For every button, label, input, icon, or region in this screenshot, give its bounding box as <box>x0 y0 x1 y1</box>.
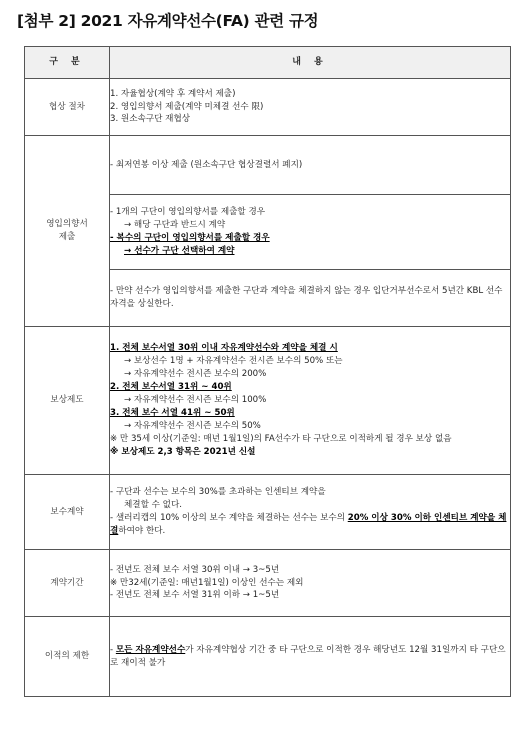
intent-single-club-result: → 해당 구단과 반드시 계약 <box>124 220 226 231</box>
label-intent <box>25 136 110 327</box>
row-negotiation <box>25 79 511 136</box>
row-transfer <box>25 617 511 697</box>
row-term <box>25 550 511 617</box>
intent-multiple-clubs: - 복수의 구단이 영입의향서를 제출할 경우 <box>110 233 270 243</box>
salary-cap-rule <box>110 512 510 538</box>
compensation-age-note: ※ 만 35세 이상(기준일: 매년 1월1일)의 FA선수가 타 구단으로 이적하게 될 경우 보상 없음 <box>110 433 452 444</box>
content-compensation <box>110 327 511 475</box>
negotiation-item: 3. 원소속구단 재협상 <box>110 114 191 125</box>
term-age-exception: ※ 만32세(기준일: 매년1월1일) 이상인 선수는 제외 <box>110 577 304 588</box>
label-negotiation: 협상 절차 <box>25 79 110 136</box>
row-compensation <box>25 327 511 475</box>
header-category: 구 분 <box>25 47 110 79</box>
content-transfer <box>110 617 511 697</box>
label-transfer: 이적의 제한 <box>25 617 110 697</box>
label-salary: 보수계약 <box>25 475 110 550</box>
header-content: 내 용 <box>110 47 511 79</box>
compensation-new-note: ※ 보상제도 2,3 항목은 2021년 신설 <box>110 446 256 457</box>
transfer-restriction <box>110 644 510 670</box>
intent-minimum-salary: - 최저연봉 이상 제출 (원소속구단 협상결렬서 폐지) <box>110 159 303 170</box>
compensation-rule-3: 3. 전체 보수 서열 41위 ~ 50위 <box>110 407 235 418</box>
content-salary <box>110 475 511 550</box>
salary-incentive-limit-cont: 체결할 수 없다. <box>124 500 183 511</box>
transfer-restriction-bold: 모든 자유계약선수 <box>115 644 186 655</box>
salary-cap-rule-end: 하여야 한다. <box>118 525 166 536</box>
salary-cap-rule-bold: 20% 이상 30% 이하 인센티브 계약을 체결 <box>110 513 507 536</box>
transfer-restriction-text: 가 자유계약협상 기간 중 타 구단으로 이적한 경우 해당년도 12월 31일까지 타 구단으로 재이적 불가 <box>110 644 506 668</box>
table-header-row <box>25 47 511 79</box>
salary-cap-rule-text: - 샐러리캡의 10% 이상의 보수 계약을 체결하는 선수는 보수의 <box>110 513 348 523</box>
intent-part3 <box>110 270 511 327</box>
content-term <box>110 550 511 617</box>
compensation-rule-1-option-b: → 자유계약선수 전시즌 보수의 200% <box>124 369 267 380</box>
intent-single-club: - 1개의 구단이 영입의향서를 제출할 경우 <box>110 207 266 218</box>
label-intent-line2: 제출 <box>58 232 76 242</box>
compensation-rule-1: 1. 전체 보수서열 30위 이내 자유계약선수와 계약을 체결 시 <box>110 343 338 354</box>
label-compensation: 보상제도 <box>25 327 110 475</box>
term-31-and-below: - 전년도 전체 보수 서열 31위 이하 → 1~5년 <box>110 590 280 601</box>
label-term: 계약기간 <box>25 550 110 617</box>
intent-refusal-penalty: - 만약 선수가 영입의향서를 제출한 구단과 계약을 체결하지 않는 경우 입단거부선수로서 5년간 KBL 선수 자격을 상실한다. <box>110 286 503 309</box>
term-top30: - 전년도 전체 보수 서열 30위 이내 → 3~5년 <box>110 564 280 575</box>
compensation-rule-1-option-a: → 보상선수 1명 + 자유계약선수 전시즌 보수의 50% 또는 <box>124 356 343 367</box>
intent-multiple-clubs-result: → 선수가 구단 선택하여 계약 <box>124 245 235 256</box>
compensation-rule-2: 2. 전체 보수서열 31위 ~ 40위 <box>110 382 232 393</box>
content-negotiation <box>110 79 511 136</box>
compensation-rule-3-option: → 자유계약선수 전시즌 보수의 50% <box>124 420 261 431</box>
transfer-restriction-dash: - <box>110 644 116 655</box>
negotiation-item: 2. 영입의향서 제출(계약 미체결 선수 限) <box>110 101 264 112</box>
compensation-rule-2-option: → 자유계약선수 전시즌 보수의 100% <box>124 395 267 406</box>
row-salary <box>25 475 511 550</box>
negotiation-item: 1. 자율협상(계약 후 계약서 제출) <box>110 88 236 99</box>
row-intent-a <box>25 136 511 195</box>
salary-incentive-limit: - 구단과 선수는 보수의 30%를 초과하는 인센티브 계약을 <box>110 487 326 498</box>
page-title: [첨부 2] 2021 자유계약선수(FA) 관련 규정 <box>17 12 319 30</box>
fa-regulation-table <box>24 46 511 697</box>
label-intent-line1: 영입의향서 <box>46 219 88 230</box>
intent-part1 <box>110 136 511 195</box>
intent-part2 <box>110 195 511 270</box>
